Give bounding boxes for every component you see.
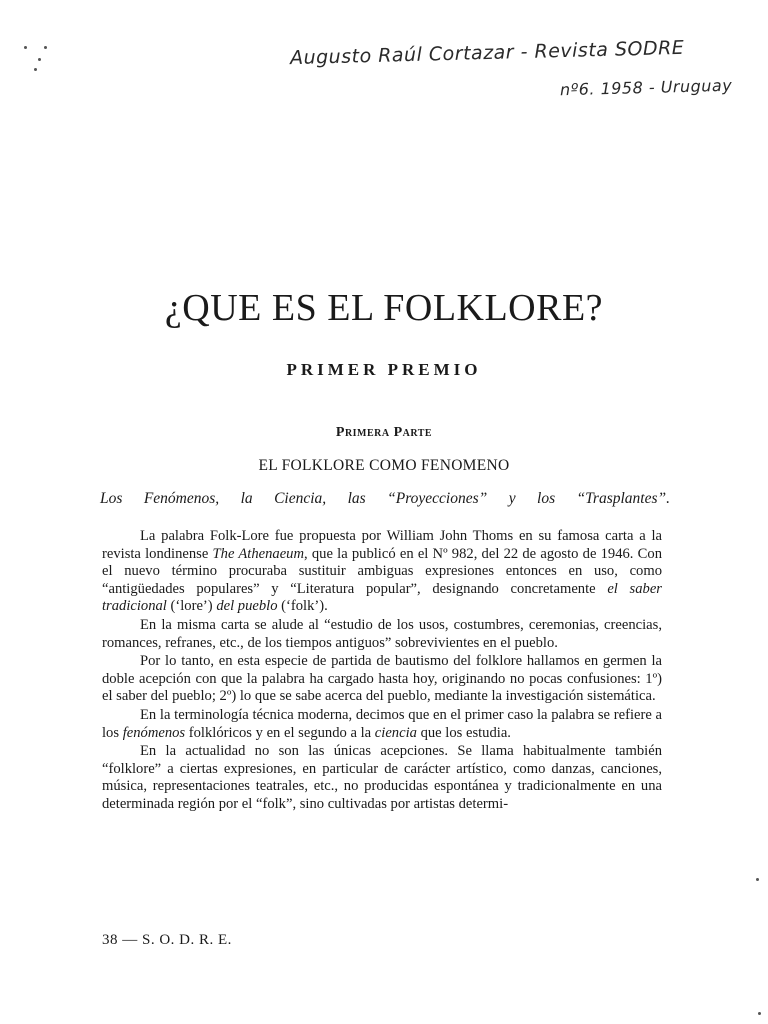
paragraph: Por lo tanto, en esta especie de partida de bautismo del folklore hallamos en germen la doble acepción con que la palabra ha cargado hasta hoy, originando no pocas confusiones: 1º) el saber del pueblo; 2º) lo que se sabe acerca del pueblo, mediante la investigación sistemática.: [102, 653, 662, 705]
text-run: folklóricos y en el segundo a la: [185, 724, 375, 741]
text-run: En la terminología técnica moderna, decimos que en el primer caso la palabra se refiere a los: [102, 706, 662, 741]
subsection-text: los “Trasplantes”: [537, 490, 667, 507]
body-text: [102, 528, 662, 814]
journal-name: The Athenaeum: [212, 545, 305, 562]
text-run: (‘folk’).: [277, 598, 328, 615]
part-heading: Primera Parte: [335, 425, 433, 440]
scan-speck: [38, 58, 41, 61]
scan-speck: [24, 46, 27, 49]
subsection-text: Los: [100, 490, 144, 507]
emphasis: del pueblo: [216, 598, 278, 615]
text-run: que los estudia.: [416, 724, 511, 741]
subsection-text: ,: [215, 490, 241, 507]
page-footer: 38 — S. O. D. R. E.: [102, 932, 232, 948]
text-run: (‘lore’): [166, 598, 217, 615]
award-subtitle: PRIMER PREMIO: [286, 360, 482, 379]
subsection-text: ,: [322, 490, 348, 507]
subsection-text: .: [666, 490, 670, 507]
paragraph: En la actualidad no son las únicas acepciones. Se llama habitualmente también “folklore” a ciertas expresiones, en particular de carácter artístico, como danzas, canciones, música, representaciones teatrales, etc., no producidas espontánea y tradicionalmente en una determinada región por el “folk”, sino cultivadas por artistas determi-: [102, 743, 662, 812]
handwritten-issue-note: nº6. 1958 - Uruguay: [559, 75, 733, 100]
scan-speck: [44, 46, 47, 49]
subsection-text: y: [487, 490, 538, 507]
paragraph: [102, 707, 662, 742]
paragraph: [102, 528, 662, 616]
section-heading: EL FOLKLORE COMO FENOMENO: [258, 457, 510, 474]
subsection-text: las “Proyecciones”: [347, 490, 488, 507]
text-run: , que la publicó en el Nº 982, del 22 de agosto de 1946. Con el nuevo término procuraba sustituir ambiguas expresiones entonces en uso, como “antigüedades populares” y “Literatura popular”, designando concretamente: [102, 545, 662, 597]
handwritten-citation: Augusto Raúl Cortazar - Revista SODRE: [289, 36, 685, 70]
subsection-heading: [100, 490, 670, 508]
emphasis: el saber tradicional: [102, 580, 662, 615]
scan-speck: [758, 1012, 761, 1015]
scan-speck: [34, 68, 37, 71]
paragraph: En la misma carta se alude al “estudio de los usos, costumbres, ceremonias, creencias, romances, refranes, etc., de los tiempos antiguos” sobrevivientes en el pueblo.: [102, 616, 662, 651]
scan-speck: [756, 878, 759, 881]
subsection-text: la Ciencia: [240, 490, 323, 507]
emphasis: ciencia: [374, 724, 417, 741]
text-run: La palabra Folk-Lore fue propuesta por William John Thoms en su famosa carta a la revista londinense: [102, 528, 662, 562]
article-title: ¿QUE ES EL FOLKLORE?: [164, 287, 604, 329]
subsection-text: Fenómenos: [143, 490, 216, 507]
emphasis: fenómenos: [122, 724, 186, 741]
